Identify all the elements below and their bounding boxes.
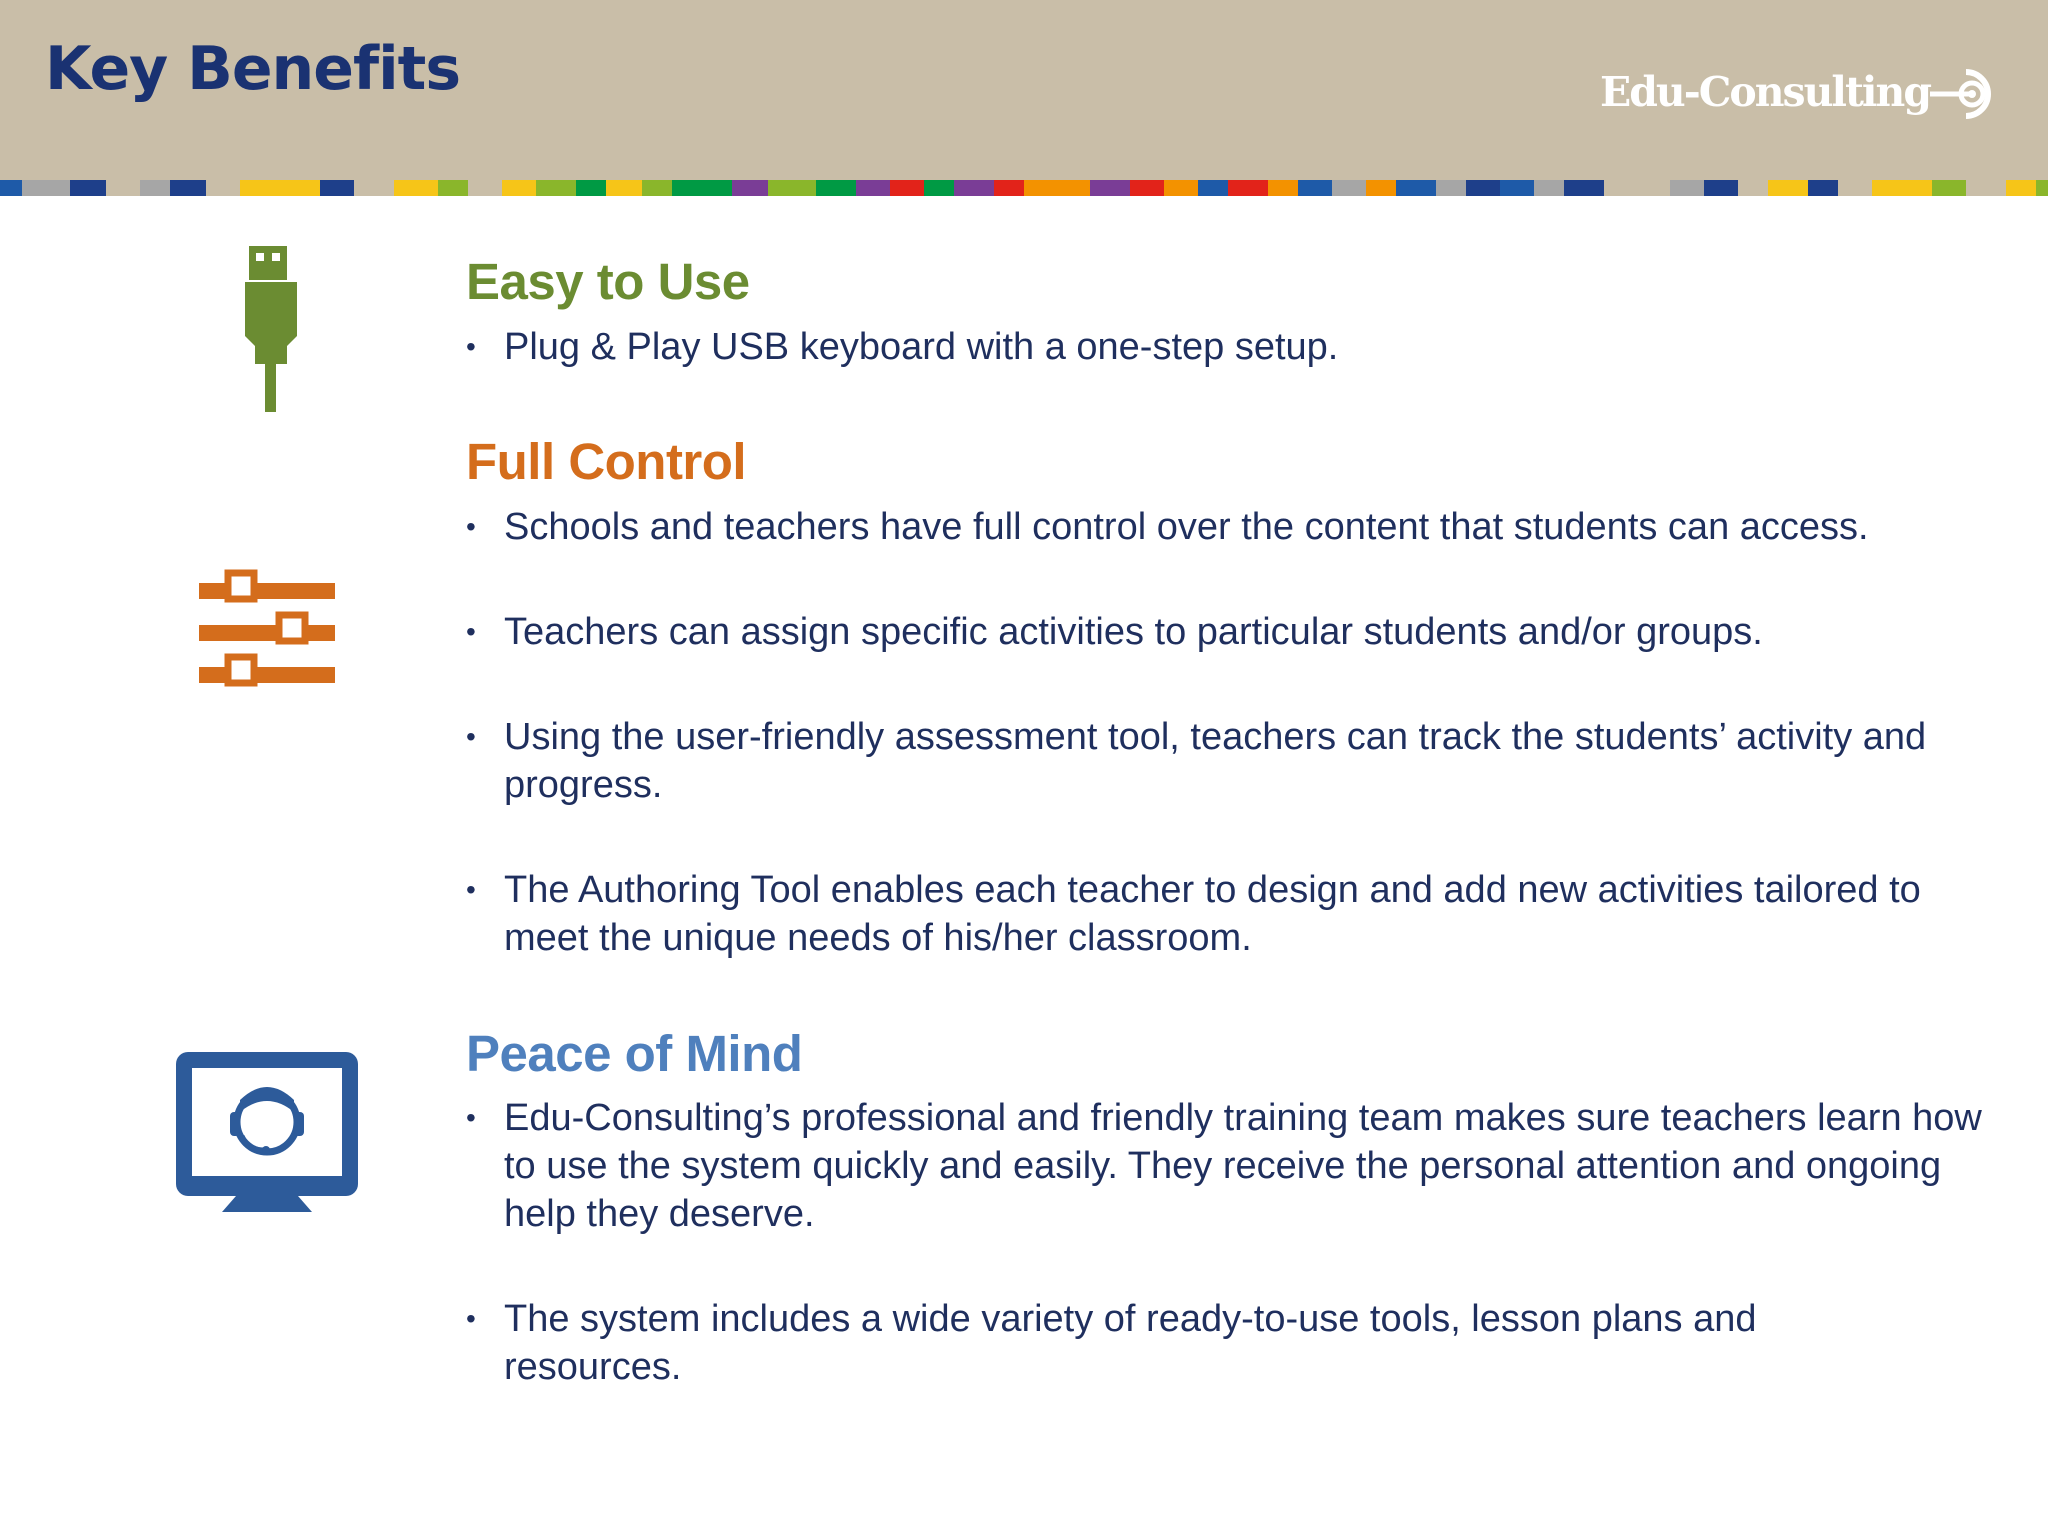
stripe-segment — [1704, 180, 1738, 196]
bullet-item — [466, 503, 2006, 551]
stripe-segment — [394, 180, 438, 196]
stripe-segment — [732, 180, 768, 196]
stripe-segment — [1198, 180, 1228, 196]
usb-icon — [242, 246, 300, 417]
stripe-segment — [1534, 180, 1564, 196]
stripe-segment — [1366, 180, 1396, 196]
bullet-icon: • — [466, 874, 476, 905]
stripe-segment — [468, 180, 502, 196]
stripe-segment — [1164, 180, 1198, 196]
stripe-segment — [438, 180, 468, 196]
stripe-segment — [890, 180, 924, 196]
stripe-segment — [1932, 180, 1966, 196]
stripe-segment — [240, 180, 320, 196]
section-heading: Easy to Use — [466, 253, 750, 310]
stripe-segment — [70, 180, 106, 196]
bullet-icon: • — [466, 721, 476, 752]
stripe-segment — [502, 180, 536, 196]
stripe-segment — [1332, 180, 1366, 196]
bullet-item — [466, 713, 1946, 809]
bullet-text: The Authoring Tool enables each teacher to design and add new activities tailored to meet the unique needs of his/her classroom. — [504, 869, 1921, 959]
logo-target-icon — [1930, 62, 1994, 122]
stripe-segment — [354, 180, 394, 196]
page-title: Key Benefits — [45, 34, 461, 104]
stripe-segment — [1298, 180, 1332, 196]
stripe-segment — [1268, 180, 1298, 196]
stripe-segment — [994, 180, 1024, 196]
stripe-segment — [1396, 180, 1436, 196]
stripe-segment — [1090, 180, 1130, 196]
section-heading: Full Control — [466, 433, 747, 490]
company-logo — [1600, 62, 1994, 122]
stripe-segment — [1024, 180, 1090, 196]
stripe-segment — [320, 180, 354, 196]
section-heading: Peace of Mind — [466, 1025, 803, 1082]
header-bar — [0, 0, 2048, 180]
sliders-icon — [199, 568, 337, 695]
stripe-segment — [170, 180, 206, 196]
bullet-text: Edu-Consulting’s professional and friendly training team makes sure teachers learn how to use the system quickly and easily. They receive the personal attention and ongoing help they deserve. — [504, 1097, 1982, 1235]
bullet-item — [466, 323, 2006, 371]
stripe-segment — [1564, 180, 1604, 196]
bullet-icon: • — [466, 616, 476, 647]
stripe-segment — [672, 180, 732, 196]
stripe-segment — [1838, 180, 1872, 196]
stripe-segment — [816, 180, 856, 196]
stripe-segment — [576, 180, 606, 196]
bullet-text: The system includes a wide variety of ready-to-use tools, lesson plans and resources. — [504, 1298, 1757, 1388]
stripe-segment — [106, 180, 140, 196]
stripe-segment — [0, 180, 22, 196]
stripe-segment — [1228, 180, 1268, 196]
stripe-segment — [140, 180, 170, 196]
logo-text: Edu-Consulting — [1600, 68, 1930, 116]
support-monitor-icon — [176, 1052, 360, 1217]
stripe-segment — [22, 180, 70, 196]
stripe-segment — [1130, 180, 1164, 196]
stripe-segment — [924, 180, 954, 196]
stripe-segment — [1500, 180, 1534, 196]
stripe-segment — [2006, 180, 2036, 196]
stripe-segment — [206, 180, 240, 196]
stripe-segment — [536, 180, 576, 196]
stripe-segment — [606, 180, 642, 196]
stripe-segment — [642, 180, 672, 196]
stripe-segment — [1808, 180, 1838, 196]
bullet-item — [466, 608, 2006, 656]
bullet-icon: • — [466, 331, 476, 362]
bullet-text: Using the user-friendly assessment tool, teachers can track the students’ activity and progress. — [504, 716, 1927, 806]
bullet-icon: • — [466, 1303, 476, 1334]
color-stripe — [0, 180, 2048, 196]
stripe-segment — [856, 180, 890, 196]
stripe-segment — [1768, 180, 1808, 196]
bullet-text: Teachers can assign specific activities to particular students and/or groups. — [504, 611, 1763, 653]
bullet-text: Plug & Play USB keyboard with a one-step setup. — [504, 326, 1339, 368]
stripe-segment — [1738, 180, 1768, 196]
stripe-segment — [768, 180, 816, 196]
bullet-item — [466, 1094, 2006, 1238]
stripe-segment — [1604, 180, 1670, 196]
stripe-segment — [1872, 180, 1932, 196]
bullet-item — [466, 1295, 1866, 1391]
stripe-segment — [1966, 180, 2006, 196]
bullet-text: Schools and teachers have full control over the content that students can access. — [504, 506, 1869, 548]
stripe-segment — [1436, 180, 1466, 196]
stripe-segment — [1670, 180, 1704, 196]
stripe-segment — [2036, 180, 2048, 196]
stripe-segment — [1466, 180, 1500, 196]
bullet-icon: • — [466, 1102, 476, 1133]
bullet-icon: • — [466, 511, 476, 542]
stripe-segment — [954, 180, 994, 196]
bullet-item — [466, 866, 2006, 962]
